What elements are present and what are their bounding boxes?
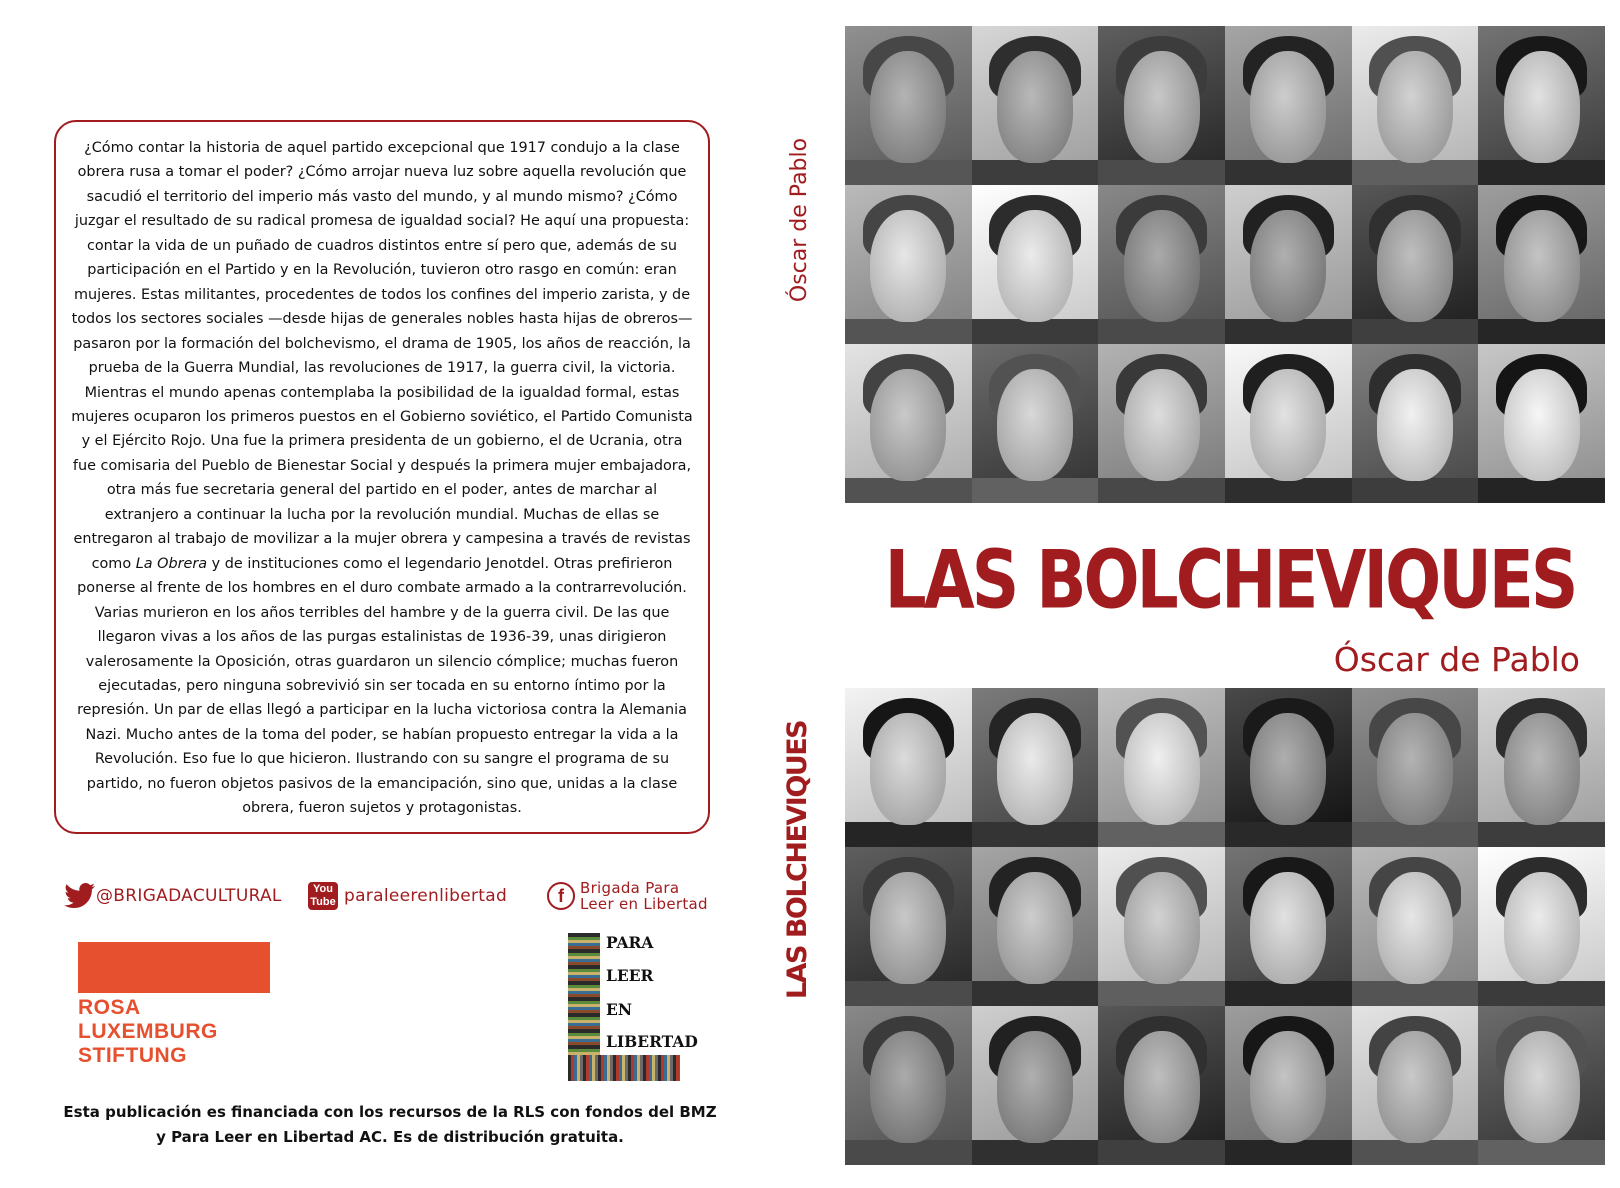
portrait-photo	[1352, 847, 1479, 1006]
back-cover	[0, 0, 790, 1188]
portrait-face	[1377, 51, 1453, 162]
portrait-face	[1377, 1031, 1453, 1142]
portrait-photo	[845, 688, 972, 847]
portrait-grid-top	[845, 26, 1605, 503]
facebook-icon: f	[547, 882, 575, 910]
blurb-text-part: ¿Cómo contar la historia de aquel partido excepcional que 1917 condujo a la clase obrera rusa a tomar el poder? ¿Cómo arrojar nueva luz sobre aquella revolución que sacudió el territorio del imperio más vasto del mundo, y al mundo mismo? ¿Cómo juzgar el resultado de su radical promesa de igualdad social? He aquí una propuesta: contar la vida de un puñado de cuadros distintos entre sí pero que, además de su participación en el Partido y en la Revolución, tuvieron otro rasgo en común: eran mujeres. Estas militantes, procedentes de todos los confines del imperio zarista, y de todos los sectores sociales —desde hijas de generales nobles hasta hijas de obreros— pasaron por la formación del bolchevismo, el drama de 1905, los años de reacción, la prueba de la Guerra Mundial, las revoluciones de 1917, la guerra civil, la victoria. Mientras el mundo apenas contemplaba la posibilidad de la igualdad formal, estas mujeres ocuparon los primeros puestos en el Gobierno soviético, el Partido Comunista y el Ejército Rojo. Una fue la primera presidenta de un gobierno, el de Ucrania, otra fue comisaria del Pueblo de Bienestar Social y después la primera mujer embajadora, otra más fue secretaria general del partido en el poder, antes de marchar al extranjero a continuar la lucha por la revolución mundial. Muchas de ellas se entregaron al trabajo de movilizar a la mujer obrera y campesina a través de revistas como	[71, 140, 693, 572]
portrait-face	[1504, 210, 1580, 321]
portrait-clothing	[1478, 1140, 1605, 1165]
facebook-page[interactable]	[547, 876, 708, 916]
pll-logo-word: LEER	[606, 966, 654, 985]
portrait-photo	[1098, 688, 1225, 847]
portrait-face	[1250, 369, 1326, 480]
portrait-face	[1504, 51, 1580, 162]
portrait-clothing	[845, 981, 972, 1006]
portrait-photo	[972, 847, 1099, 1006]
portrait-face	[1124, 713, 1200, 824]
portrait-photo	[972, 26, 1099, 185]
para-leer-en-libertad-logo	[568, 933, 698, 1081]
portrait-clothing	[1352, 478, 1479, 503]
spine	[760, 0, 840, 1188]
front-author: Óscar de Pablo	[1333, 640, 1580, 679]
portrait-clothing	[1098, 160, 1225, 185]
portrait-clothing	[1352, 160, 1479, 185]
portrait-face	[1250, 1031, 1326, 1142]
portrait-clothing	[1352, 319, 1479, 344]
portrait-face	[1377, 369, 1453, 480]
twitter-handle[interactable]	[64, 876, 282, 916]
portrait-face	[1377, 872, 1453, 983]
portrait-clothing	[972, 319, 1099, 344]
rls-logo-line: ROSA	[78, 996, 141, 1019]
portrait-face	[1504, 1031, 1580, 1142]
rls-logo	[78, 942, 270, 1068]
portrait-face	[1124, 872, 1200, 983]
magazine-title: La Obrera	[135, 555, 208, 572]
portrait-photo	[1098, 185, 1225, 344]
facebook-page-line2: Leer en Libertad	[580, 895, 708, 913]
portrait-photo	[845, 344, 972, 503]
portrait-clothing	[1352, 981, 1479, 1006]
portrait-photo	[972, 344, 1099, 503]
portrait-grid-bottom	[845, 688, 1605, 1165]
portrait-photo	[1225, 688, 1352, 847]
pll-logo-word: PARA	[606, 933, 654, 952]
portrait-clothing	[1225, 981, 1352, 1006]
spine-author: Óscar de Pablo	[787, 137, 812, 303]
portrait-clothing	[1352, 822, 1479, 847]
portrait-face	[1124, 1031, 1200, 1142]
funding-notice	[40, 1100, 740, 1150]
portrait-photo	[845, 185, 972, 344]
pll-logo-word: LIBERTAD	[606, 1032, 701, 1051]
portrait-face	[997, 210, 1073, 321]
portrait-clothing	[1098, 319, 1225, 344]
portrait-photo	[845, 26, 972, 185]
portrait-face	[870, 51, 946, 162]
portrait-clothing	[845, 478, 972, 503]
portrait-face	[1250, 872, 1326, 983]
facebook-page-line1: Brigada Para	[580, 879, 680, 897]
portrait-face	[997, 1031, 1073, 1142]
youtube-channel-label: paraleerenlibertad	[344, 886, 508, 906]
portrait-clothing	[1478, 160, 1605, 185]
portrait-photo	[972, 185, 1099, 344]
pll-logo-word: EN	[606, 1000, 632, 1019]
book-row-icon	[568, 1055, 680, 1081]
portrait-clothing	[1478, 981, 1605, 1006]
youtube-channel[interactable]	[308, 876, 507, 916]
portrait-clothing	[845, 319, 972, 344]
portrait-face	[1124, 51, 1200, 162]
portrait-face	[1124, 210, 1200, 321]
portrait-face	[1124, 369, 1200, 480]
funding-line: y Para Leer en Libertad AC. Es de distribución gratuita.	[156, 1128, 624, 1146]
portrait-face	[1250, 51, 1326, 162]
portrait-face	[1504, 369, 1580, 480]
blurb-text	[70, 136, 694, 821]
portrait-photo	[1098, 26, 1225, 185]
portrait-face	[997, 369, 1073, 480]
portrait-clothing	[972, 1140, 1099, 1165]
portrait-face	[997, 713, 1073, 824]
portrait-clothing	[845, 822, 972, 847]
twitter-bird-icon	[64, 883, 96, 909]
portrait-face	[870, 872, 946, 983]
portrait-clothing	[1225, 822, 1352, 847]
portrait-photo	[1225, 185, 1352, 344]
portrait-clothing	[1098, 822, 1225, 847]
portrait-face	[1250, 713, 1326, 824]
portrait-clothing	[1352, 1140, 1479, 1165]
portrait-clothing	[1478, 822, 1605, 847]
funding-line: Esta publicación es financiada con los recursos de la RLS con fondos del BMZ	[63, 1103, 717, 1121]
portrait-photo	[1478, 847, 1605, 1006]
youtube-icon-top: You	[313, 883, 333, 895]
portrait-clothing	[1098, 1140, 1225, 1165]
portrait-face	[870, 210, 946, 321]
portrait-photo	[1225, 1006, 1352, 1165]
portrait-photo	[1478, 1006, 1605, 1165]
portrait-face	[1377, 713, 1453, 824]
portrait-clothing	[1098, 478, 1225, 503]
portrait-clothing	[1225, 1140, 1352, 1165]
blurb-text-part: y de instituciones como el legendario Jenotdel. Otras prefirieron ponerse al frente de los hombres en el duro combate armado a la contrarrevolución. Varias murieron en los años terribles del hambre y de la guerra civil. De las que llegaron vivas a los años de las purgas estalinistas de 1936-39, unas dirigieron valerosamente la Oposición, otras guardaron un silencio cómplice; muchas fueron ejecutadas, pero ninguna sobrevivió sin ser tocada en su entorno íntimo por la represión. Un par de ellas llegó a participar en la lucha victoriosa contra la Alemania Nazi. Mucho antes de la toma del poder, se habían propuesto entregar la vida a la Revolución. Eso fue lo que hicieron. Ilustrando con su sangre el programa de su partido, no fueron objetos pasivos de la emancipación, sino que, unidas a la clase obrera, fueron sujetos y protagonistas.	[77, 555, 687, 817]
portrait-clothing	[845, 1140, 972, 1165]
twitter-handle-label: @BRIGADACULTURAL	[96, 886, 282, 906]
portrait-photo	[1478, 26, 1605, 185]
portrait-photo	[1478, 185, 1605, 344]
portrait-clothing	[972, 981, 1099, 1006]
portrait-face	[1504, 872, 1580, 983]
youtube-icon	[308, 882, 338, 910]
portrait-clothing	[1098, 981, 1225, 1006]
portrait-photo	[1352, 344, 1479, 503]
portrait-face	[1250, 210, 1326, 321]
portrait-clothing	[1225, 319, 1352, 344]
portrait-clothing	[972, 478, 1099, 503]
portrait-photo	[972, 688, 1099, 847]
portrait-photo	[1098, 1006, 1225, 1165]
portrait-clothing	[1225, 478, 1352, 503]
portrait-clothing	[1478, 319, 1605, 344]
portrait-photo	[1098, 344, 1225, 503]
portrait-photo	[1352, 1006, 1479, 1165]
portrait-face	[870, 369, 946, 480]
portrait-photo	[845, 1006, 972, 1165]
youtube-icon-bottom: Tube	[310, 896, 336, 908]
portrait-photo	[972, 1006, 1099, 1165]
portrait-clothing	[972, 160, 1099, 185]
portrait-photo	[1478, 688, 1605, 847]
rls-logo-line: LUXEMBURG	[78, 1020, 218, 1043]
portrait-photo	[1098, 847, 1225, 1006]
facebook-page-label	[580, 880, 708, 912]
portrait-photo	[1352, 185, 1479, 344]
portrait-photo	[1225, 26, 1352, 185]
portrait-photo	[845, 847, 972, 1006]
rls-logo-line: STIFTUNG	[78, 1044, 187, 1067]
portrait-face	[997, 51, 1073, 162]
portrait-clothing	[845, 160, 972, 185]
portrait-photo	[1352, 26, 1479, 185]
portrait-photo	[1225, 847, 1352, 1006]
rls-logo-block	[78, 942, 270, 993]
portrait-face	[997, 872, 1073, 983]
portrait-clothing	[1478, 478, 1605, 503]
portrait-face	[870, 713, 946, 824]
portrait-photo	[1478, 344, 1605, 503]
rls-logo-text	[78, 996, 270, 1068]
portrait-face	[870, 1031, 946, 1142]
portrait-clothing	[1225, 160, 1352, 185]
portrait-face	[1377, 210, 1453, 321]
portrait-clothing	[972, 822, 1099, 847]
portrait-photo	[1352, 688, 1479, 847]
blurb-box	[54, 120, 710, 834]
spine-title: LAS BOLCHEVIQUES	[782, 720, 813, 1000]
portrait-photo	[1225, 344, 1352, 503]
portrait-face	[1504, 713, 1580, 824]
front-title: LAS BOLCHEVIQUES	[884, 533, 1576, 628]
